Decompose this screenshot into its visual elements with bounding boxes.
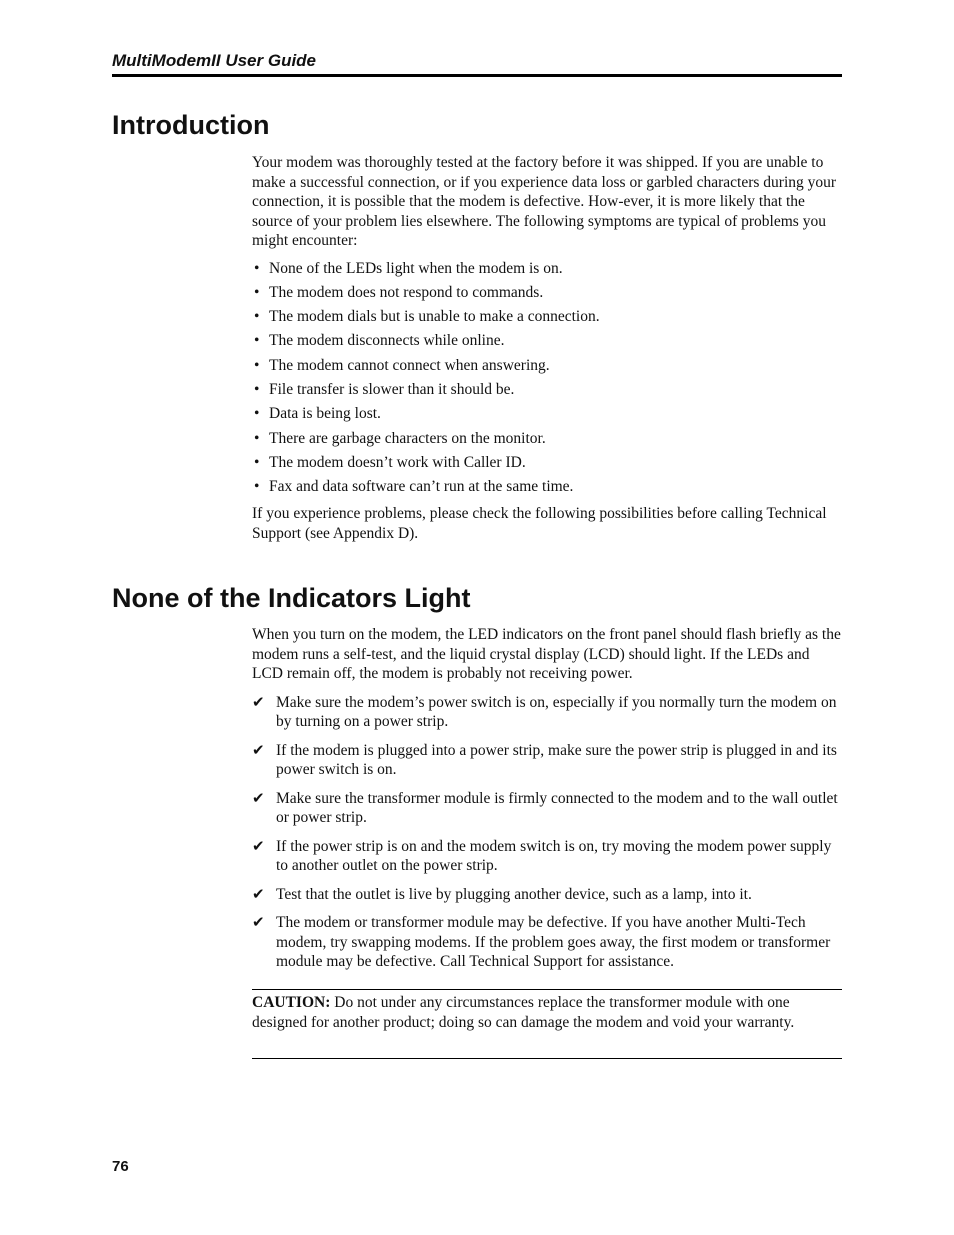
check-text: If the modem is plugged into a power strip, make sure the power strip is plugged in and its power switch is on. <box>276 741 837 778</box>
intro-body <box>252 153 842 543</box>
list-item: • The modem does not respond to commands. <box>252 283 842 307</box>
check-text: Test that the outlet is live by plugging another device, such as a lamp, into it. <box>276 885 752 903</box>
check-text: Make sure the transformer module is firmly connected to the modem and to the wall outlet or power strip. <box>276 789 838 826</box>
check-text: If the power strip is on and the modem switch is on, try moving the modem power supply to another outlet on the power strip. <box>276 837 832 874</box>
checkmark-icon: ✔ <box>252 836 265 855</box>
list-item: • The modem cannot connect when answering. <box>252 356 842 380</box>
caution-text: Do not under any circumstances replace the transformer module with one designed for another product; doing so can damage the modem and void your warranty. <box>252 994 795 1031</box>
heading-indicators: None of the Indicators Light <box>112 583 471 613</box>
caution-label: CAUTION: <box>252 994 331 1011</box>
list-item: • File transfer is slower than it should be. <box>252 380 842 404</box>
check-text: The modem or transformer module may be defective. If you have another Multi-Tech modem, try swapping modems. If the problem goes away, the first modem or transformer module may be defective. Call Technical Support for assistance. <box>276 914 831 970</box>
list-item: • Fax and data software can’t run at the same time. <box>252 477 842 501</box>
list-item <box>252 693 842 732</box>
checkmark-icon: ✔ <box>252 884 265 903</box>
checkmark-icon: ✔ <box>252 692 265 711</box>
list-item <box>252 837 842 876</box>
indicators-paragraph: When you turn on the modem, the LED indicators on the front panel should flash briefly as the modem runs a self-test, and the liquid crystal display (LCD) should light. If the LEDs and LCD remain off, the modem is probably not receiving power. <box>252 626 841 682</box>
check-text: Make sure the modem’s power switch is on, especially if you normally turn the modem on by turning on a power strip. <box>276 693 837 730</box>
checkmark-icon: ✔ <box>252 788 265 807</box>
list-item: • The modem doesn’t work with Caller ID. <box>252 453 842 477</box>
intro-paragraph: Your modem was thoroughly tested at the factory before it was shipped. If you are unable to make a successful connection, or if you experience data loss or garbled characters during your connection, it is possible that the modem is defective. How-ever, it is more likely that the source of your problem lies elsewhere. The following symptoms are typical of problems you might encounter: <box>252 154 837 249</box>
check-list <box>252 693 842 972</box>
list-item <box>252 789 842 828</box>
running-header: MultiModemII User Guide <box>112 51 317 70</box>
list-item: • There are garbage characters on the monitor. <box>252 429 842 453</box>
list-item <box>252 741 842 780</box>
list-item: • The modem dials but is unable to make a connection. <box>252 307 842 331</box>
list-item: • Data is being lost. <box>252 404 842 428</box>
heading-introduction: Introduction <box>112 110 270 140</box>
caution-box <box>252 989 842 1059</box>
indicators-body <box>252 625 842 972</box>
page-number: 76 <box>112 1158 129 1175</box>
symptom-list <box>252 259 842 502</box>
checkmark-icon: ✔ <box>252 913 265 931</box>
intro-closing-paragraph: If you experience problems, please check the following possibilities before calling Technical Support (see Appendix D). <box>252 505 827 542</box>
list-item <box>252 885 842 905</box>
list-item: • The modem disconnects while online. <box>252 331 842 355</box>
list-item <box>252 913 842 972</box>
header-rule <box>112 74 842 77</box>
list-item: • None of the LEDs light when the modem is on. <box>252 259 842 283</box>
checkmark-icon: ✔ <box>252 740 265 759</box>
